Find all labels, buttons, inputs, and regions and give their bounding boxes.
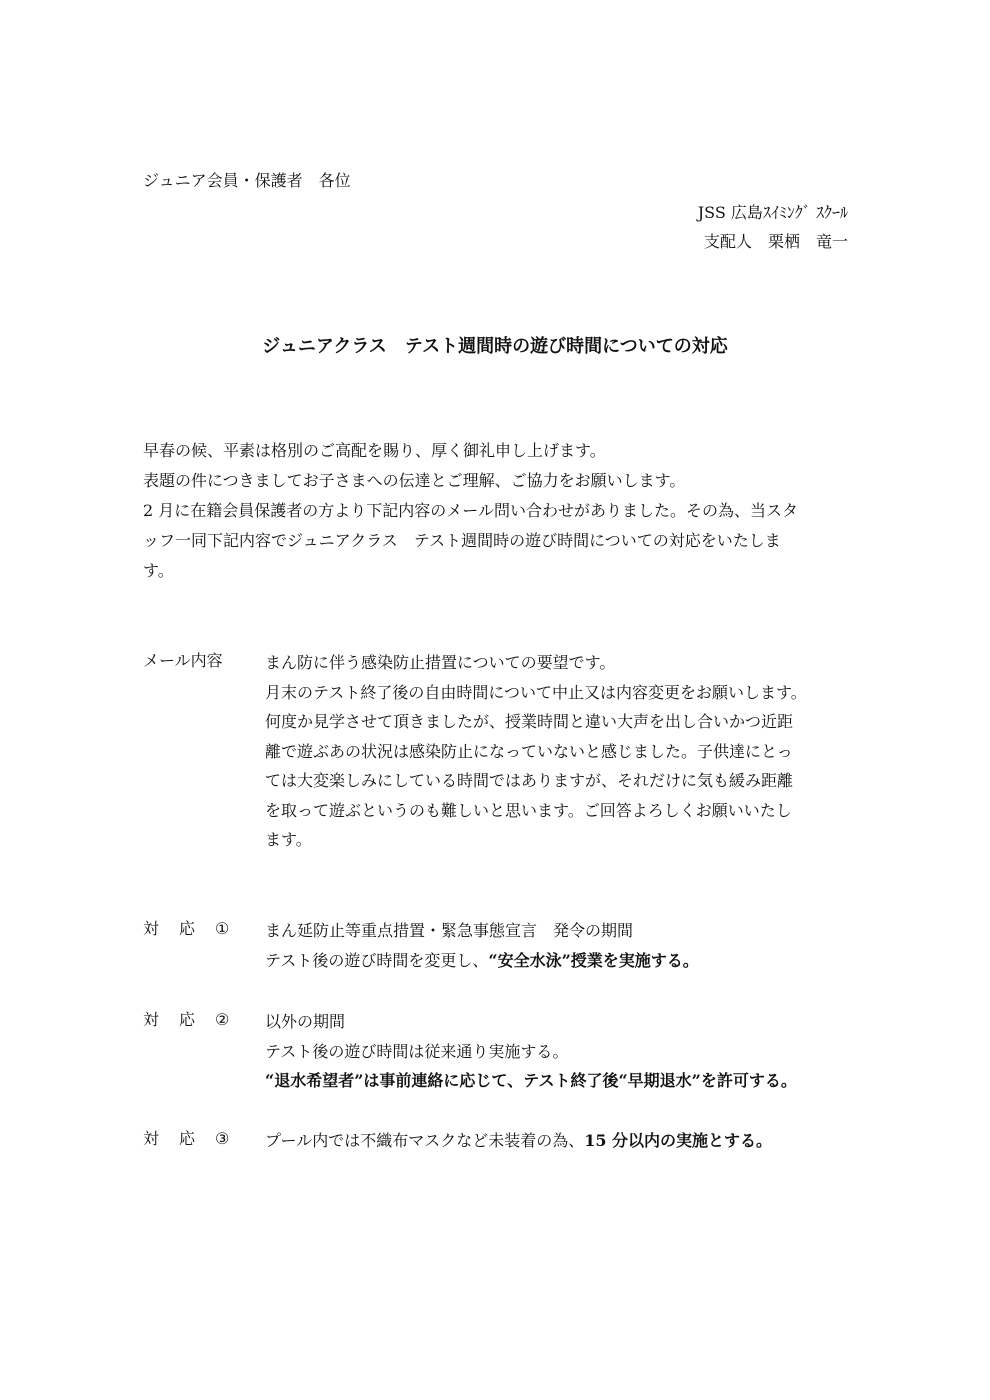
response-line: まん延防止等重点措置・緊急事態宣言 発令の期間 — [265, 921, 634, 940]
response-1-body — [265, 916, 699, 975]
response-label-char: 対 — [143, 919, 160, 938]
response-2-body — [265, 1007, 797, 1096]
mail-line: ては大変楽しみにしている時間ではありますが、それだけに気も緩み距離 — [265, 771, 794, 790]
response-emphasis: “安全水泳”授業を実施する。 — [488, 950, 699, 970]
response-label-char: 対 — [143, 1129, 160, 1148]
mail-line: 離で遊ぶあの状況は感染防止になっていないと感じました。子供達にとっ — [265, 741, 793, 761]
response-line: テスト後の遊び時間は従来通り実施する。 — [265, 1041, 569, 1061]
response-emphasis: 15 分以内の実施とする。 — [584, 1131, 773, 1150]
response-line — [265, 1126, 772, 1156]
response-label-char: 応 — [179, 919, 196, 938]
response-emphasis: “退水希望者”は事前連絡に応じて、テスト終了後“早期退水”を許可する。 — [265, 1071, 797, 1090]
mail-line: 何度か見学させて頂きましたが、授業時間と違い大声を出し合いかつ近距 — [265, 712, 794, 731]
mail-line: を取って遊ぶというのも難しいと思います。ご回答よろしくお願いいたし — [265, 800, 792, 820]
sender-organization: JSS 広島ｽｲﾐﾝｸﾞ ｽｸｰﾙ — [697, 203, 848, 222]
response-label-char: 応 — [179, 1129, 196, 1148]
response-3-body — [265, 1126, 772, 1156]
response-line — [265, 946, 699, 976]
sender-name: 支配人 栗栖 竜一 — [703, 232, 848, 251]
response-text: プール内では不織布マスクなど未装着の為、 — [265, 1131, 585, 1150]
response-1-label — [143, 916, 243, 939]
intro-line: ッフ一同下記内容でジュニアクラス テスト週間時の遊び時間についての対応をいたしま — [143, 531, 781, 550]
mail-line: まん防に伴う感染防止措置についての要望です。 — [265, 653, 616, 672]
response-line: 以外の期間 — [265, 1012, 346, 1031]
response-2-label — [143, 1007, 243, 1030]
response-3-label — [143, 1126, 243, 1149]
intro-line: 表題の件につきましてお子さまへの伝達とご理解、ご協力をお願いします。 — [143, 471, 686, 490]
intro-line: す。 — [143, 561, 174, 580]
response-label-char: 応 — [179, 1010, 196, 1029]
response-text: テスト後の遊び時間を変更し、 — [265, 950, 489, 970]
mail-line: ます。 — [265, 830, 312, 849]
response-number: ① — [215, 919, 230, 938]
mail-line: 月末のテスト終了後の自由時間について中止又は内容変更をお願いします。 — [265, 682, 807, 702]
response-number: ② — [215, 1010, 230, 1029]
addressee: ジュニア会員・保護者 各位 — [143, 171, 351, 190]
document-title: ジュニアクラス テスト週間時の遊び時間についての対応 — [262, 336, 728, 357]
intro-paragraph — [143, 436, 855, 586]
mail-content-body — [265, 648, 807, 855]
intro-line: 早春の候、平素は格別のご高配を賜り、厚く御礼申し上げます。 — [143, 441, 606, 460]
mail-content-label: メール内容 — [143, 651, 223, 670]
intro-line: 2 月に在籍会員保護者の方より下記内容のメール問い合わせがありました。その為、当スタ — [143, 501, 798, 520]
response-number: ③ — [215, 1129, 230, 1148]
response-label-char: 対 — [143, 1010, 160, 1029]
